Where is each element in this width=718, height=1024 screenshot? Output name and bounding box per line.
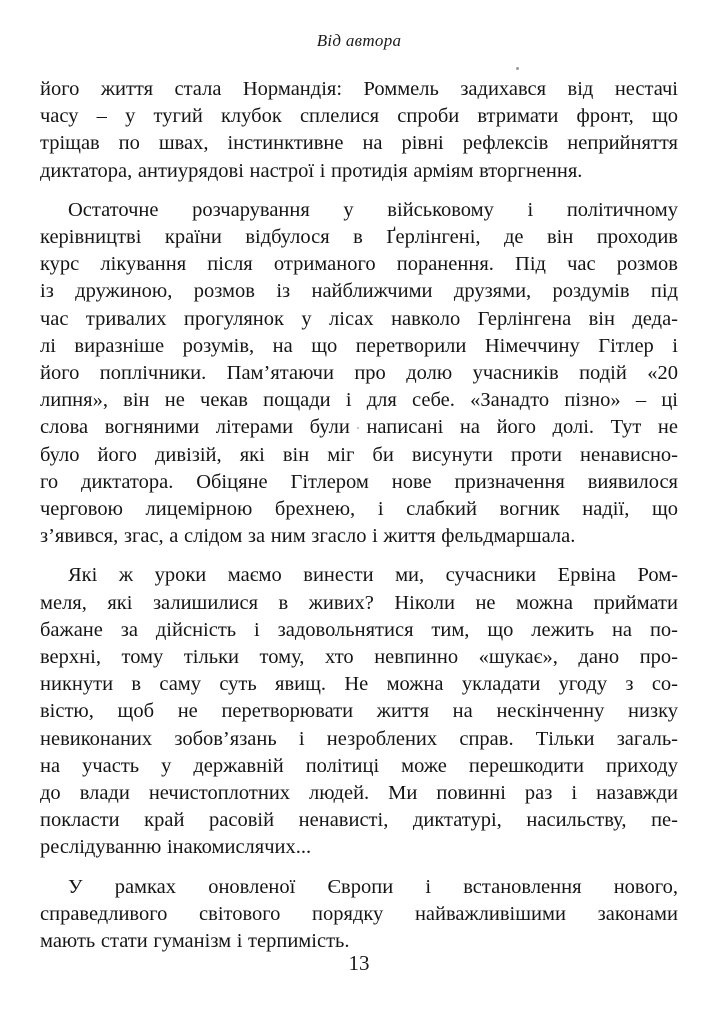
scan-speck (516, 67, 519, 70)
text-line: У рамках оновленої Європи і встановлення нового, (68, 875, 678, 898)
text-line: було його дивізій, які він міг би висунути проти ненависно- (40, 443, 678, 466)
text-line: справедливого світового порядку найважливішими законами (40, 902, 678, 925)
text-line: керівництві країни відбулося в Ґерлінгені, де він проходив (40, 226, 678, 249)
text-line: бажане за дійсність і задовольнятися тим, що лежить на по- (40, 618, 678, 641)
text-line: на участь у державній політиці може перешкодити приходу (40, 754, 678, 777)
text-line: диктатора, антиурядові настрої і протидія арміям вторгнення. (40, 159, 583, 182)
text-line: невиконаних зобов’язань і незроблених справ. Тільки загаль- (40, 727, 678, 750)
page-number: 13 (348, 951, 370, 975)
text-block (40, 76, 678, 967)
text-line: меля, які залишилися в живих? Ніколи не можна приймати (40, 591, 678, 614)
text-line: часу – у тугий клубок сплелися спроби втримати фронт, що (40, 105, 678, 128)
text-line: вістю, щоб не перетворювати життя на нескінченну низку (40, 700, 678, 723)
paragraph (40, 76, 678, 185)
text-line: слова вогняними літерами були написані на його долі. Тут не (40, 416, 678, 439)
text-line: до влади нечистоплотних людей. Ми повинні раз і назавжди (40, 782, 678, 805)
text-line: го диктатора. Обіцяне Гітлером нове призначення виявилося (40, 470, 678, 493)
paragraph (40, 197, 678, 551)
text-line: никнути в саму суть явищ. Не можна укладати угоду з со- (40, 673, 678, 696)
text-line: з’явився, згас, а слідом за ним згасло і життя фельдмаршала. (40, 525, 576, 548)
running-head: Від автора (316, 31, 402, 50)
text-line: реслідуванню інакомислячих... (40, 836, 312, 859)
text-line: час тривалих прогулянок у лісах навколо Герлінгена він деда- (40, 307, 678, 330)
text-line: його життя стала Нормандія: Роммель задихався від нестачі (40, 78, 678, 100)
text-line: лі виразніше розумів, на що перетворили Німеччину Гітлер і (40, 334, 678, 357)
text-line: мають стати гуманізм і терпимість. (40, 930, 350, 953)
text-line: із дружиною, розмов із найближчими друзями, роздумів під (40, 280, 678, 303)
text-line: черговою лицемірною брехнею, і слабкий вогник надії, що (40, 498, 678, 521)
text-line: тріщав по швах, інстинктивне на рівні рефлексів неприйняття (40, 132, 678, 155)
text-line: покласти край расовій ненависті, диктатурі, насильству, пе- (40, 809, 678, 832)
text-line: курс лікування після отриманого поранення. Під час розмов (40, 253, 678, 276)
text-line: липня», він не чекав пощади і для себе. «Занадто пізно» – ці (40, 389, 678, 412)
text-line: його поплічники. Пам’ятаючи про долю учасників подій «20 (40, 362, 678, 385)
paragraph (40, 874, 678, 956)
text-line: Остаточне розчарування у військовому і політичному (68, 198, 678, 221)
text-line: верхні, тому тільки тому, хто невпинно «шукає», дано про- (40, 646, 678, 669)
paragraph (40, 562, 678, 861)
text-line: Які ж уроки маємо винести ми, сучасники Ервіна Ром- (68, 564, 678, 587)
